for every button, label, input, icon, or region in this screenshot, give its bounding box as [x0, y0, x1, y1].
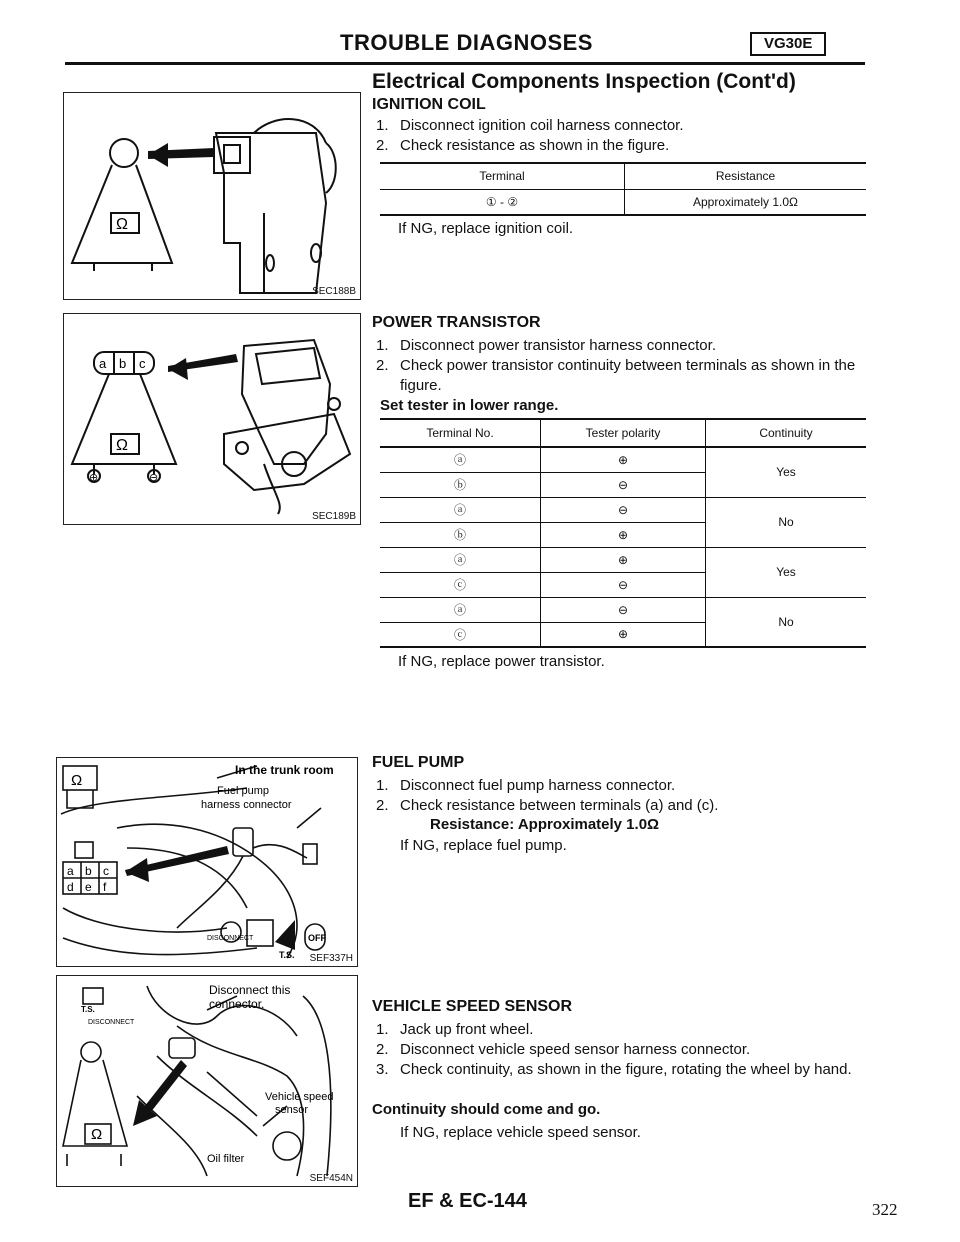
fuel-pump-heading: FUEL PUMP: [372, 754, 465, 771]
step-item: 1. Disconnect ignition coil harness connector.: [376, 117, 684, 134]
terminal-b-label: b: [119, 356, 127, 371]
page-header-title: TROUBLE DIAGNOSES: [340, 30, 593, 55]
terminal-cell: ⓒ: [380, 622, 541, 647]
polarity-cell: ⊖: [541, 472, 706, 497]
disconnect-connector-label-2: connector.: [209, 997, 265, 1011]
ts-label: T.S.: [279, 950, 295, 960]
ohm-symbol: Ω: [71, 772, 83, 789]
polarity-cell: ⊖: [541, 572, 706, 597]
fuel-pump-spec: Resistance: Approximately 1.0Ω: [430, 816, 660, 833]
table-header: Resistance: [625, 163, 867, 189]
figure-id: SEC188B: [312, 286, 356, 297]
fuel-pump-note: If NG, replace fuel pump.: [400, 837, 567, 854]
terminal-c-label: c: [139, 356, 146, 371]
continuity-cell: No: [778, 614, 794, 629]
page-number: 322: [872, 1200, 898, 1219]
section-title: Electrical Components Inspection (Cont'd): [372, 70, 796, 93]
continuity-cell: Yes: [706, 447, 867, 497]
footer-section-code: EF & EC-144: [408, 1190, 527, 1212]
ignition-coil-figure: [63, 92, 361, 300]
ignition-coil-table: [380, 162, 866, 216]
terminal-a-label: a: [99, 356, 107, 371]
terminal-c-label: c: [103, 864, 109, 878]
ts-label: T.S.: [81, 1005, 95, 1014]
power-transistor-figure: [63, 313, 361, 525]
power-transistor-heading: POWER TRANSISTOR: [372, 314, 541, 331]
polarity-cell: ⊕: [541, 522, 706, 547]
tester-instruction: Set tester in lower range.: [380, 397, 559, 414]
vehicle-speed-sensor-figure: [56, 975, 358, 1187]
disconnect-connector-label: Disconnect this: [209, 983, 291, 997]
step-item: 2. Check resistance as shown in the figure.: [376, 137, 670, 154]
step-item: 1. Jack up front wheel.: [376, 1021, 534, 1038]
ignition-coil-steps: [374, 116, 854, 156]
terminal-cell: ⓑ: [380, 522, 541, 547]
ignition-coil-heading: IGNITION COIL: [372, 96, 486, 113]
power-transistor-illustration: [64, 314, 360, 524]
power-transistor-table: [380, 418, 866, 648]
polarity-cell: ⊕: [541, 622, 706, 647]
step-item: 3. Check continuity, as shown in the figure, rotating the wheel by hand.: [376, 1061, 852, 1078]
minus-probe-label: ⊖: [149, 472, 159, 484]
terminal-e-label: e: [85, 880, 92, 894]
fuel-pump-steps: [374, 776, 874, 816]
ignition-coil-illustration: [64, 93, 360, 299]
terminal-cell: ⓒ: [380, 572, 541, 597]
oil-filter-label: Oil filter: [207, 1153, 245, 1165]
terminal-cell: ⓑ: [380, 472, 541, 497]
engine-badge: VG30E: [750, 32, 826, 56]
continuity-cell: No: [706, 497, 867, 547]
ohm-symbol: Ω: [91, 1126, 103, 1143]
disconnect-label: DISCONNECT: [88, 1019, 135, 1026]
ignition-coil-note: If NG, replace ignition coil.: [398, 220, 574, 237]
disconnect-label: DISCONNECT: [207, 935, 254, 942]
fuel-pump-label: Fuel pump: [217, 785, 269, 797]
terminal-cell: ⓐ: [380, 447, 541, 472]
terminal-cell: ⓐ: [380, 597, 541, 622]
terminal-f-label: f: [103, 880, 107, 894]
continuity-cell: Yes: [706, 547, 867, 597]
trunk-room-label: In the trunk room: [235, 763, 334, 777]
table-header: Tester polarity: [541, 419, 706, 447]
vehicle-speed-sensor-steps: [374, 1020, 874, 1080]
figure-id: SEC189B: [312, 511, 356, 522]
polarity-cell: ⊕: [541, 547, 706, 572]
step-item: 1. Disconnect fuel pump harness connector.: [376, 777, 676, 794]
plus-probe-label: ⊕: [89, 472, 99, 484]
figure-id: SEF337H: [309, 953, 353, 964]
step-item: 2. Check power transistor continuity between terminals as shown in the figure.: [376, 357, 856, 394]
header-rule: [65, 62, 865, 65]
off-label: OFF: [308, 933, 326, 943]
vehicle-speed-sensor-heading: VEHICLE SPEED SENSOR: [372, 998, 573, 1015]
fuel-pump-illustration: [57, 758, 357, 966]
ohm-symbol: Ω: [116, 437, 128, 454]
terminal-cell: ⓐ: [380, 547, 541, 572]
table-header: Terminal: [380, 163, 625, 189]
vehicle-speed-label: Vehicle speed: [265, 1091, 334, 1103]
vehicle-speed-sensor-spec: Continuity should come and go.: [372, 1101, 601, 1118]
step-item: 2. Disconnect vehicle speed sensor harness connector.: [376, 1041, 751, 1058]
vehicle-speed-sensor-note: If NG, replace vehicle speed sensor.: [400, 1124, 641, 1141]
ohm-symbol: Ω: [116, 216, 128, 233]
terminal-d-label: d: [67, 880, 74, 894]
harness-connector-label: harness connector: [201, 799, 292, 811]
table-cell: Approximately 1.0Ω: [692, 194, 799, 209]
table-header: Continuity: [706, 419, 867, 447]
terminal-b-label: b: [85, 864, 92, 878]
polarity-cell: ⊕: [541, 447, 706, 472]
power-transistor-note: If NG, replace power transistor.: [398, 653, 605, 670]
step-item: 2. Check resistance between terminals (a) and (c).: [376, 797, 719, 814]
polarity-cell: ⊖: [541, 497, 706, 522]
vehicle-speed-sensor-illustration: [57, 976, 357, 1186]
power-transistor-steps: [374, 336, 874, 396]
polarity-cell: ⊖: [541, 597, 706, 622]
terminal-cell: ⓐ: [380, 497, 541, 522]
figure-id: SEF454N: [309, 1173, 353, 1184]
table-cell: ① - ②: [380, 189, 625, 215]
sensor-label: sensor: [275, 1104, 309, 1116]
fuel-pump-figure: [56, 757, 358, 967]
step-item: 1. Disconnect power transistor harness connector.: [376, 337, 716, 354]
table-header: Terminal No.: [380, 419, 541, 447]
terminal-a-label: a: [67, 864, 74, 878]
